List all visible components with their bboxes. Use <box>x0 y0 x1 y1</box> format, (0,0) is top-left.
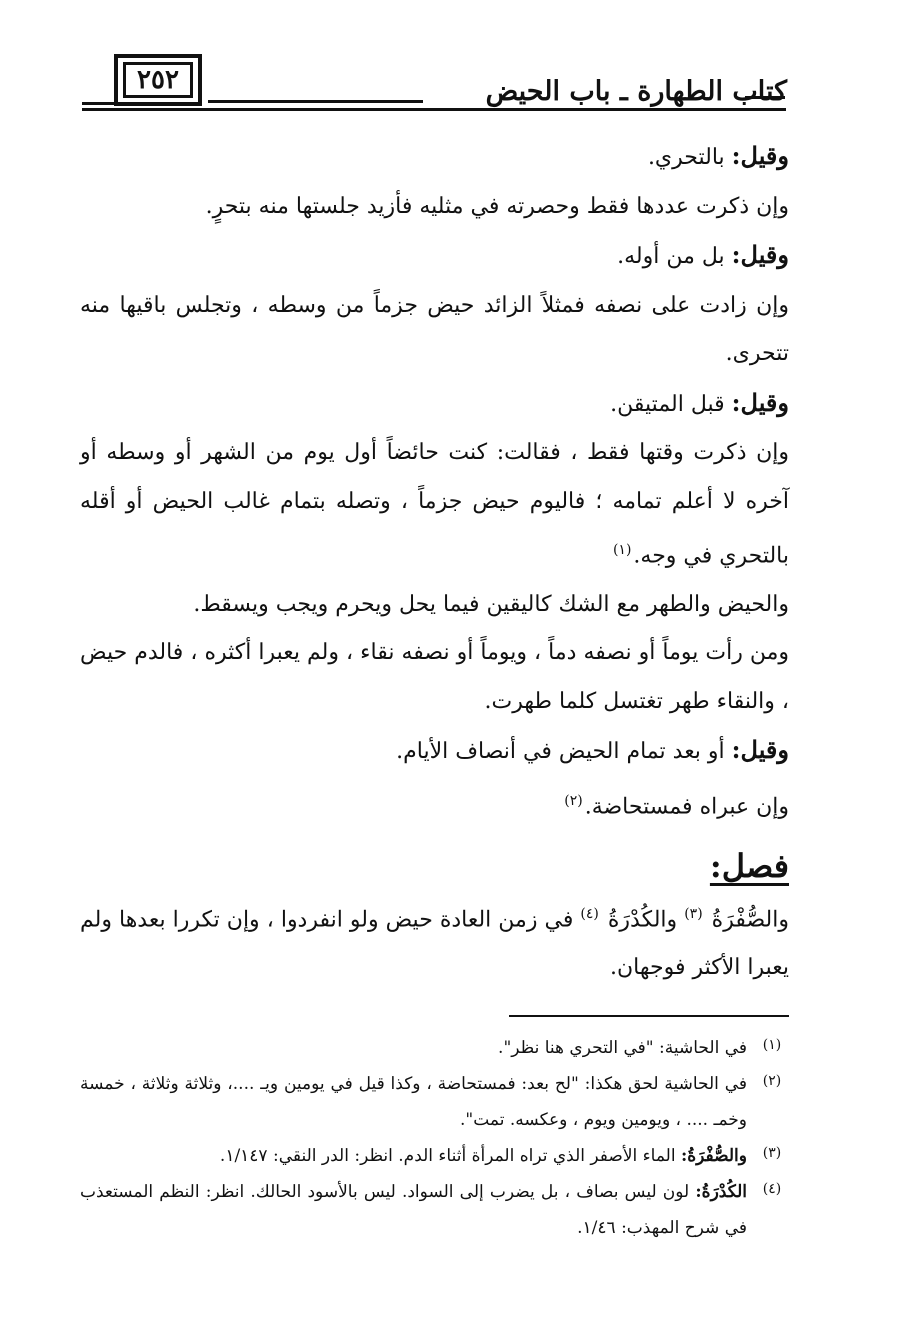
main-text <box>80 132 789 993</box>
title-dash-left <box>208 100 423 103</box>
footnote-reference[interactable]: (١) <box>612 542 632 558</box>
footnote-lead: الكُدْرَةُ: <box>695 1182 747 1202</box>
paragraph-text: في زمن العادة حيض ولو انفردوا ، وإن تكررا بعدها ولم يعبرا الأكثر فوجهان. <box>80 906 789 981</box>
footnote-body: في الحاشية: "في التحري هنا نظر". <box>498 1038 747 1058</box>
paragraph-8 <box>80 629 789 726</box>
page-number: ٢٥٢ <box>123 62 193 98</box>
footnote-number: (١) <box>762 1037 782 1053</box>
section-heading <box>80 840 789 892</box>
paragraph-text: وإن ذكرت وقتها فقط ، فقالت: كنت حائضاً أول يوم من الشهر أو وسطه أو آخره لا أعلم تمامه ؛ فاليوم حيض جزماً ، وتصله بتمام غالب الحيض أو أقله بالتحري في وجه. <box>80 440 789 569</box>
footnote-lead: والصُّفْرَةُ: <box>680 1146 747 1166</box>
footnote-text <box>80 1174 747 1246</box>
paragraph-text: وإن عبراه فمستحاضة. <box>584 794 789 820</box>
paragraph-text: وإن زادت على نصفه فمثلاً الزائد حيض جزماً من وسطه ، وتجلس باقيها منه تتحرى. <box>80 292 789 366</box>
paragraph-6 <box>80 429 789 581</box>
paragraph-7 <box>80 581 789 630</box>
paragraph-text: والكُدْرَةُ <box>600 906 685 932</box>
paragraph-text: ومن رأت يوماً أو نصفه دماً ، ويوماً أو نصفه نقاء ، ولم يعبرا أكثره ، فالدم حيض ، والنقاء طهر تغتسل كلما طهرت. <box>80 640 789 714</box>
footnote-reference[interactable]: (٣) <box>684 905 703 922</box>
footnote-body: لون ليس بصاف ، بل يضرب إلى السواد. ليس بالأسود الحالك. انظر: النظم المستعذب في شرح المهذب: ١/٤٦. <box>80 1182 747 1238</box>
paragraph-5 <box>80 379 789 430</box>
footnote-reference[interactable]: (٢) <box>564 792 583 809</box>
footnote-number: (٤) <box>762 1181 782 1197</box>
paragraph-lead: وقيل: <box>731 735 789 765</box>
paragraph-text: والصُّفْرَةُ <box>704 906 789 932</box>
footnote-reference[interactable]: (٤) <box>580 905 599 922</box>
footnote-number: (٢) <box>762 1073 782 1089</box>
paragraph-text: بل من أوله. <box>617 244 732 269</box>
paragraph-4 <box>80 282 789 379</box>
paragraph-2 <box>80 183 789 232</box>
footnote-item <box>80 1138 797 1174</box>
footnote-separator <box>509 1015 789 1017</box>
footnote-text <box>80 1138 747 1174</box>
footnote-body: الماء الأصفر الذي تراه المرأة أثناء الدم. انظر: الدر النقي: ١/١٤٧. <box>219 1146 681 1166</box>
header-rule <box>82 108 786 111</box>
header-rule-left <box>82 102 116 105</box>
footnote-text <box>80 1066 747 1138</box>
paragraph-1 <box>80 132 789 183</box>
paragraph-text: أو بعد تمام الحيض في أنصاف الأيام. <box>396 739 732 765</box>
page-number-frame <box>114 54 202 106</box>
running-title: كتاب الطهارة ـ باب الحيض <box>485 76 787 107</box>
paragraph-lead: وقيل: <box>731 387 789 417</box>
section-heading-text: فصل: <box>709 846 789 885</box>
footnote-item <box>80 1174 797 1246</box>
paragraph-text: قبل المتيقن. <box>610 391 732 417</box>
footnote-item <box>80 1030 797 1066</box>
paragraph-text: بالتحري. <box>647 145 732 170</box>
paragraph-10 <box>80 777 789 832</box>
footnote-item <box>80 1066 797 1138</box>
footnotes <box>80 1030 797 1246</box>
paragraph-lead: وقيل: <box>731 141 789 170</box>
paragraph-lead: وقيل: <box>731 240 789 269</box>
paragraph-3 <box>80 231 789 282</box>
footnote-text <box>80 1030 747 1066</box>
paragraph-9 <box>80 726 789 777</box>
paragraph-text: وإن ذكرت عددها فقط وحصرته في مثليه فأزيد جلستها منه بتحرٍ. <box>205 193 789 219</box>
paragraph-11 <box>80 890 789 993</box>
footnote-number: (٣) <box>762 1145 782 1161</box>
paragraph-text: والحيض والطهر مع الشك كاليقين فيما يحل ويحرم ويجب ويسقط. <box>193 591 789 617</box>
footnote-body: في الحاشية لحق هكذا: "لح بعد: فمستحاضة ، وكذا قيل في يومين ويـ ....، وثلاثة وثلاثة ، خمسة وخمـ .... ، ويومين ويوم ، وعكسه. تمت". <box>80 1074 747 1130</box>
